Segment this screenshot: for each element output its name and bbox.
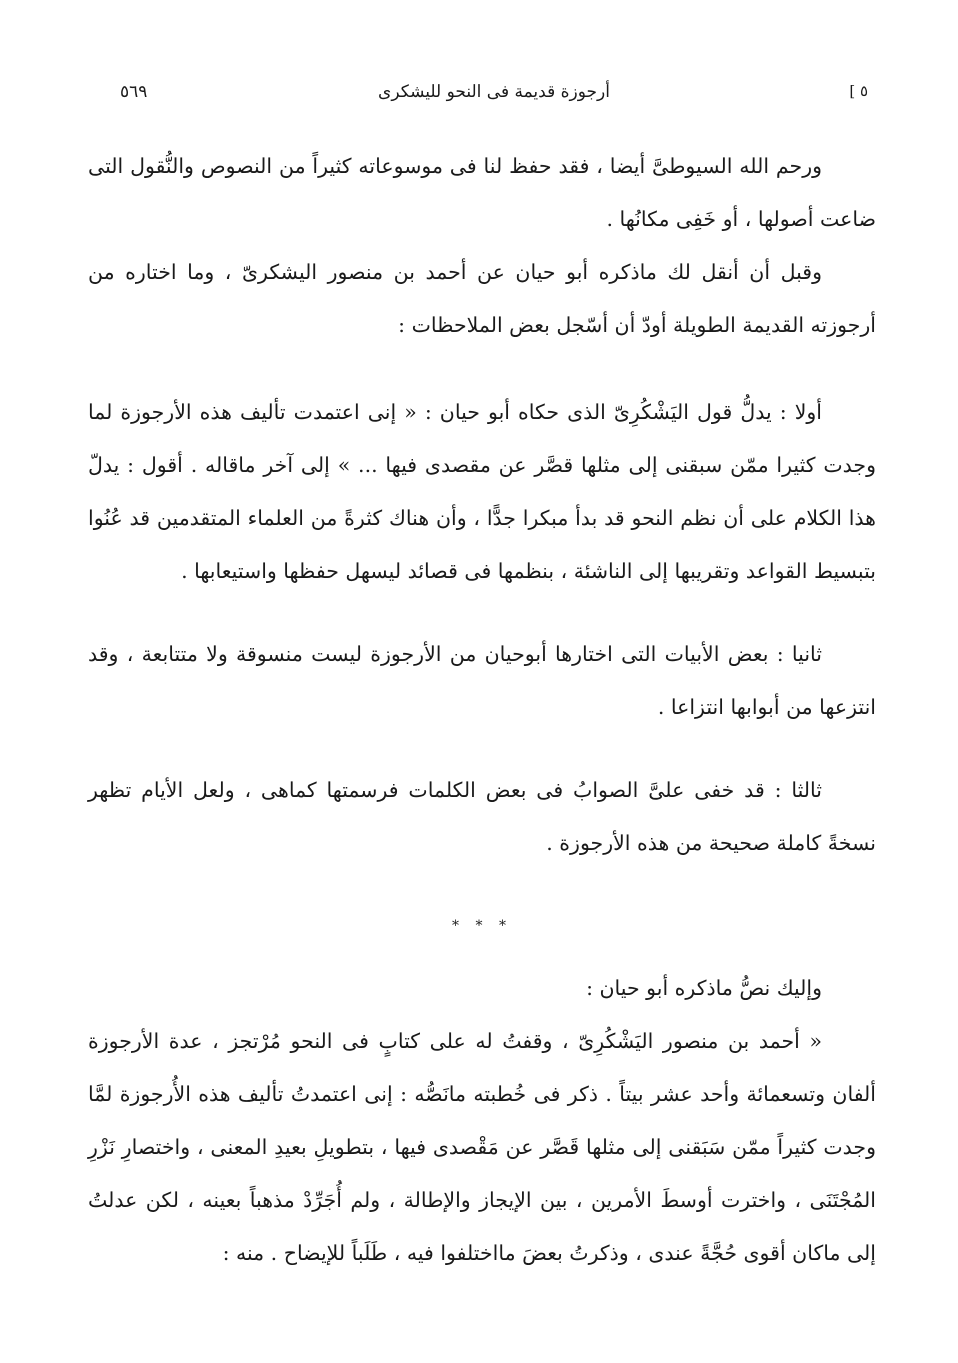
running-header [120, 82, 868, 112]
paragraph-preface: وقبل أن أنقل لك ماذكره أبو حيان عن أحمد بن منصور اليشكرىّ ، وما اختاره من أرجوزته القديمة الطويلة أودّ أن أسّجل بعض الملاحظات : [88, 260, 876, 337]
running-title: أرجوزة قديمة فى النحو لليشكرى [378, 82, 610, 102]
paragraph-quote: « أحمد بن منصور اليَشْكُرِىّ ، وقفتُ له على كتابٍ فى النحو مُرْتجز ، عدة الأرجوزة ألفان وتسعمائة وأحد عشر بيتاً . ذكر فى خُطبته مانَصُّه : إنى اعتمدتُ تأليف هذه الأُرجوزة لمَّا وجدت كثيراً ممّن سَبَقنى إلى مثلها قَصَّر عن مَقْصدى فيها ، بتطويلِ بعيدِ المعنى ، واختصارِ نَزْرِ المُجْتَنَى ، واخترت أوسطَ الأمرين ، بين الإيجاز والإطالة ، ولم أُجَرِّدْ مذهباً بعينه ، لكن عدلتُ إلى ماكان أقوى حُجَّةً عندى ، وذكرتُ بعضَ مااختلفوا فيه ، طَلَباً للإيضاح . منه : [88, 1029, 876, 1265]
section-separator: * * * [452, 918, 512, 934]
page-number: ٥٦٩ [120, 82, 148, 102]
paragraph-third-remark: ثالثا : قد خفى علىَّ الصوابُ فى بعض الكلمات فرسمتها كماهى ، ولعل الأيام تظهر نسخةً كاملة صحيحة من هذه الأرجوزة . [88, 778, 876, 855]
body-text [88, 140, 876, 1280]
paragraph-quote-intro: وإليك نصُّ ماذكره أبو حيان : [586, 976, 822, 1000]
paragraph-second-remark: ثانيا : بعض الأبيات التى اختارها أبوحيان من الأرجوزة ليست منسوقة ولا متتابعة ، وقد انتزعها من أبوابها انتزاعا . [88, 642, 876, 719]
paragraph-first-remark: أولا : يدلُّ قول اليَشْكُرِىّ الذى حكاه أبو حيان : « إنى اعتمدت تأليف هذه الأرجوزة لما وجدت كثيرا ممّن سبقنى إلى مثلها قصَّر عن مقصدى فيها ... » إلى آخر ماقاله . أقول : يدلّ هذا الكلام على أن نظم النحو قد بدأ مبكرا جدًّا ، وأن هناك كثرةً من العلماء المتقدمين قد عُنُوا بتبسيط القواعد وتقريبها إلى الناشئة ، بنظمها فى قصائد ليسهل حفظها واستيعابها . [88, 400, 876, 583]
section-mark: [ ٥ [849, 82, 868, 100]
paragraph-intro: ورحم الله السيوطىَّ أيضا ، فقد حفظ لنا فى موسوعاته كثيراً من النصوص والنُّقول التى ضاعت أصولها ، أو خَفِى مكانُها . [88, 154, 876, 231]
